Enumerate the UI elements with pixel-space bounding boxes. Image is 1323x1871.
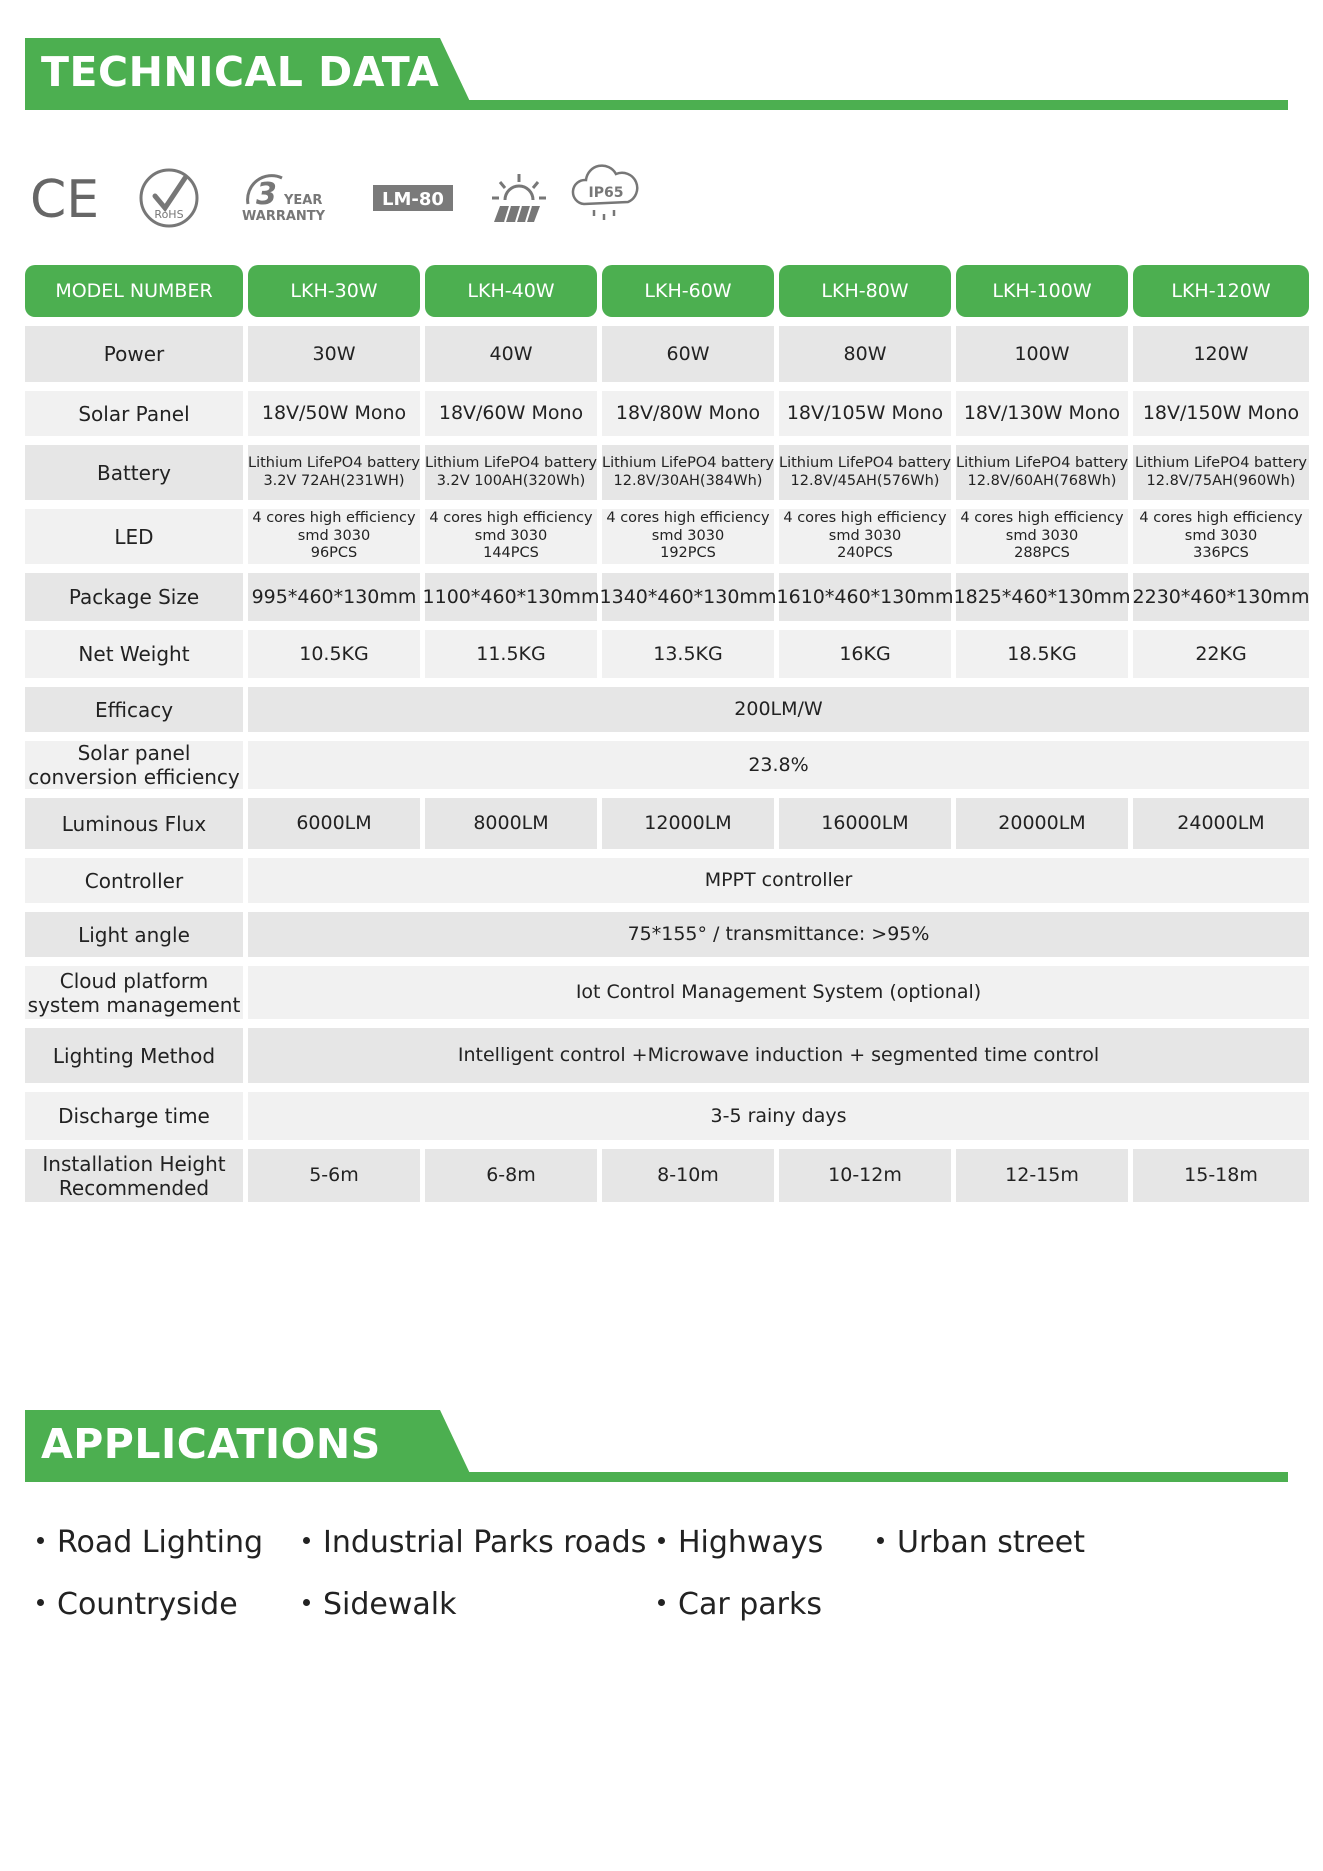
value-text: 10-12m (828, 1164, 902, 1187)
discharge-value (248, 1092, 1309, 1140)
battery-value (1133, 445, 1309, 500)
applications-title: APPLICATIONS (41, 1420, 381, 1468)
value-line: 3.2V 100AH(320Wh) (436, 472, 586, 489)
installation-label (25, 1149, 243, 1202)
value-text: 200LM/W (734, 698, 823, 721)
value-text: 18V/50W Mono (261, 402, 407, 425)
value-text: MPPT controller (704, 869, 853, 892)
application-label: Sidewalk (323, 1587, 457, 1622)
value-lines (1135, 455, 1307, 490)
label-line: system management (27, 992, 241, 1017)
value-line: 12.8V/30AH(384Wh) (613, 472, 763, 489)
model-header-lkh-30w (248, 265, 420, 317)
application-item (658, 1525, 823, 1560)
bullet-icon (303, 1537, 310, 1544)
led-value (1133, 509, 1309, 564)
net-weight-value (956, 630, 1128, 678)
application-label: Urban street (897, 1525, 1086, 1560)
value-line: Lithium LifePO4 battery (248, 454, 420, 471)
package-size-value (1133, 573, 1309, 621)
application-item (303, 1525, 646, 1560)
value-text: 18V/105W Mono (786, 402, 944, 425)
value-line: smd 3030 (474, 527, 548, 544)
label-text: LED (114, 524, 154, 549)
power-value (425, 326, 597, 382)
application-label: Highways (678, 1525, 824, 1560)
value-line: 336PCS (1193, 545, 1249, 562)
value-lines (602, 455, 774, 490)
model-header-lkh-40w (425, 265, 597, 317)
rohs-icon (137, 160, 201, 240)
net-weight-value (248, 630, 420, 678)
battery-label (25, 445, 243, 500)
cloud-label (25, 966, 243, 1019)
value-text: 22KG (1195, 642, 1247, 665)
installation-value (425, 1149, 597, 1202)
installation-value (602, 1149, 774, 1202)
package-size-value (953, 573, 1131, 621)
value-text: 3-5 rainy days (710, 1104, 847, 1127)
value-line: 4 cores high efficiency (783, 509, 947, 526)
led-value (956, 509, 1128, 564)
luminous-flux-value (1133, 798, 1309, 849)
value-text: 1610*460*130mm (776, 585, 954, 608)
lighting-method-value (248, 1028, 1309, 1083)
model-name: LKH-60W (644, 280, 732, 302)
net-weight-value (1133, 630, 1309, 678)
value-text: 120W (1193, 342, 1249, 365)
luminous-flux-value (248, 798, 420, 849)
solar-panel-value (779, 391, 951, 436)
label-text (28, 969, 241, 1017)
value-line: Lithium LifePO4 battery (779, 454, 951, 471)
value-text: 30W (312, 342, 356, 365)
technical-data-banner (25, 38, 1288, 110)
value-line: smd 3030 (1184, 527, 1258, 544)
banner-rule (25, 100, 1288, 110)
value-lines (252, 510, 415, 563)
battery-value (425, 445, 597, 500)
label-line: Recommended (58, 1175, 210, 1200)
model-name: LKH-100W (992, 280, 1092, 302)
value-line: Lithium LifePO4 battery (956, 454, 1128, 471)
value-text: 80W (843, 342, 887, 365)
installation-value (956, 1149, 1128, 1202)
controller-label (25, 858, 243, 903)
label-text: Solar Panel (78, 401, 190, 426)
svg-text:WARRANTY: WARRANTY (242, 209, 326, 224)
package-size-label (25, 573, 243, 621)
application-item (658, 1587, 822, 1622)
label-text: Luminous Flux (61, 811, 207, 836)
label-text (42, 1152, 225, 1200)
package-size-value (599, 573, 777, 621)
net-weight-value (602, 630, 774, 678)
bullet-icon (37, 1537, 44, 1544)
value-text: 5-6m (309, 1164, 359, 1187)
svg-text:YEAR: YEAR (284, 193, 323, 208)
value-text: 12-15m (1005, 1164, 1079, 1187)
value-text: 20000LM (998, 812, 1086, 835)
value-line: smd 3030 (651, 527, 725, 544)
value-text: 60W (666, 342, 710, 365)
value-text: 18V/60W Mono (438, 402, 584, 425)
value-text: 1340*460*130mm (599, 585, 777, 608)
led-value (248, 509, 420, 564)
value-line: 288PCS (1014, 545, 1070, 562)
package-size-value (422, 573, 600, 621)
value-line: smd 3030 (297, 527, 371, 544)
efficacy-label (25, 687, 243, 732)
value-line: 192PCS (660, 545, 716, 562)
svg-text:3: 3 (256, 177, 277, 212)
value-text: Iot Control Management System (optional) (575, 981, 982, 1004)
value-lines (248, 455, 420, 490)
svg-text:LM-80: LM-80 (382, 189, 444, 210)
value-text: 10.5KG (299, 642, 369, 665)
label-line: Installation Height (42, 1151, 226, 1176)
value-text: 11.5KG (476, 642, 546, 665)
spec-table (25, 265, 1309, 1333)
value-line: 240PCS (837, 545, 893, 562)
label-text: Net Weight (78, 642, 190, 666)
value-lines (606, 510, 769, 563)
value-line: 4 cores high efficiency (606, 509, 770, 526)
solar-panel-value (425, 391, 597, 436)
applications-banner (25, 1410, 1288, 1482)
lighting-method-label (25, 1028, 243, 1083)
bullet-icon (658, 1537, 665, 1544)
luminous-flux-value (602, 798, 774, 849)
value-lines (425, 455, 597, 490)
ip65-cloud-icon (570, 160, 640, 240)
bullet-icon (877, 1537, 884, 1544)
label-text: Discharge time (58, 1104, 210, 1128)
value-lines (960, 510, 1123, 563)
value-line: 144PCS (483, 545, 539, 562)
label-text: Lighting Method (52, 1043, 216, 1068)
value-line: 4 cores high efficiency (252, 509, 416, 526)
value-text: 40W (489, 342, 533, 365)
led-label (25, 509, 243, 564)
battery-value (602, 445, 774, 500)
value-text: 18V/130W Mono (963, 402, 1121, 425)
value-line: Lithium LifePO4 battery (602, 454, 774, 471)
value-text: 6-8m (486, 1164, 536, 1187)
conversion-label (25, 741, 243, 789)
power-value (1133, 326, 1309, 382)
power-label (25, 326, 243, 382)
label-text: Controller (84, 868, 184, 893)
value-text: 100W (1014, 342, 1070, 365)
value-line: 96PCS (310, 545, 358, 562)
label-text: Package Size (68, 585, 200, 609)
application-item (37, 1525, 263, 1560)
value-lines (956, 455, 1128, 490)
installation-value (1133, 1149, 1309, 1202)
installation-value (248, 1149, 420, 1202)
label-text (28, 741, 240, 789)
application-label: Road Lighting (57, 1525, 264, 1560)
value-line: Lithium LifePO4 battery (1135, 454, 1307, 471)
value-text: 8000LM (473, 812, 549, 835)
battery-value (956, 445, 1128, 500)
led-value (602, 509, 774, 564)
value-text: 13.5KG (653, 642, 723, 665)
label-text: Light angle (78, 922, 190, 947)
model-name: LKH-80W (821, 280, 909, 302)
power-value (602, 326, 774, 382)
value-text: 1100*460*130mm (422, 585, 600, 608)
net-weight-value (779, 630, 951, 678)
value-text: 12000LM (644, 812, 732, 835)
solar-panel-value (602, 391, 774, 436)
solar-panel-value (248, 391, 420, 436)
value-line: smd 3030 (1005, 527, 1079, 544)
solar-panel-value (956, 391, 1128, 436)
label-text: Efficacy (94, 697, 174, 722)
battery-value (248, 445, 420, 500)
ce-mark-icon (30, 160, 100, 240)
value-line: smd 3030 (828, 527, 902, 544)
cloud-value (248, 966, 1309, 1019)
value-text: 18V/80W Mono (615, 402, 761, 425)
luminous-flux-value (425, 798, 597, 849)
model-name: LKH-120W (1171, 280, 1271, 302)
svg-text:RoHS: RoHS (154, 208, 184, 221)
application-label: Car parks (678, 1587, 822, 1622)
model-header-lkh-100w (956, 265, 1128, 317)
value-text: Intelligent control +Microwave induction + segmented time control (457, 1044, 1100, 1067)
solar-panel-value (1133, 391, 1309, 436)
value-text: 24000LM (1177, 812, 1265, 835)
lm80-icon (367, 160, 459, 240)
svg-text:IP65: IP65 (588, 185, 624, 201)
model-header-lkh-120w (1133, 265, 1309, 317)
light-angle-value (248, 912, 1309, 957)
value-text: 995*460*130mm (251, 585, 417, 608)
value-line: 12.8V/45AH(576Wh) (790, 472, 940, 489)
value-lines (783, 510, 946, 563)
value-line: 4 cores high efficiency (960, 509, 1124, 526)
value-line: Lithium LifePO4 battery (425, 454, 597, 471)
efficacy-value (248, 687, 1309, 732)
value-lines (429, 510, 592, 563)
value-text: 1825*460*130mm (953, 585, 1131, 608)
model-name: LKH-30W (290, 280, 378, 302)
value-text: 18.5KG (1007, 642, 1077, 665)
power-value (956, 326, 1128, 382)
value-text: 23.8% (748, 753, 809, 776)
label-text: Battery (96, 460, 172, 485)
installation-value (779, 1149, 951, 1202)
luminous-flux-label (25, 798, 243, 849)
value-line: 3.2V 72AH(231WH) (263, 472, 405, 489)
luminous-flux-value (956, 798, 1128, 849)
led-value (425, 509, 597, 564)
discharge-label (25, 1092, 243, 1140)
value-line: 4 cores high efficiency (1139, 509, 1303, 526)
technical-data-title: TECHNICAL DATA (41, 48, 440, 96)
banner-rule (25, 1472, 1288, 1482)
application-item (37, 1587, 238, 1622)
model-header-lkh-80w (779, 265, 951, 317)
value-text: 16KG (839, 642, 891, 665)
value-text: 16000LM (821, 812, 909, 835)
application-item (303, 1587, 457, 1622)
model-number-header (25, 265, 243, 317)
power-value (779, 326, 951, 382)
net-weight-value (425, 630, 597, 678)
application-item (877, 1525, 1085, 1560)
net-weight-label (25, 630, 243, 678)
bullet-icon (658, 1599, 665, 1606)
luminous-flux-value (779, 798, 951, 849)
battery-value (779, 445, 951, 500)
led-value (779, 509, 951, 564)
bullet-icon (37, 1599, 44, 1606)
warranty-icon (242, 160, 352, 240)
model-name: LKH-40W (467, 280, 555, 302)
label-text: Power (103, 342, 165, 366)
conversion-value (248, 741, 1309, 789)
solar-panel-label (25, 391, 243, 436)
label-line: conversion efficiency (28, 765, 240, 789)
solar-sun-icon (488, 160, 550, 240)
value-text: 8-10m (657, 1164, 719, 1187)
package-size-value (248, 573, 420, 621)
value-lines (1139, 510, 1302, 563)
model-header-lkh-60w (602, 265, 774, 317)
value-text: 18V/150W Mono (1142, 402, 1300, 425)
application-label: Industrial Parks roads (323, 1525, 647, 1560)
svg-text:CE: CE (30, 170, 100, 230)
label-line: Solar panel (77, 741, 191, 765)
label-line: Cloud platform (59, 968, 209, 993)
package-size-value (776, 573, 954, 621)
value-line: 12.8V/75AH(960Wh) (1146, 472, 1296, 489)
value-lines (779, 455, 951, 490)
value-text: 6000LM (296, 812, 372, 835)
value-text: 15-18m (1184, 1164, 1258, 1187)
light-angle-label (25, 912, 243, 957)
value-line: 12.8V/60AH(768Wh) (967, 472, 1117, 489)
application-label: Countryside (57, 1587, 238, 1622)
value-text: 75*155° / transmittance: >95% (627, 923, 930, 946)
header-label: MODEL NUMBER (55, 280, 213, 302)
bullet-icon (303, 1599, 310, 1606)
controller-value (248, 858, 1309, 903)
value-text: 2230*460*130mm (1132, 585, 1310, 608)
value-line: 4 cores high efficiency (429, 509, 593, 526)
power-value (248, 326, 420, 382)
